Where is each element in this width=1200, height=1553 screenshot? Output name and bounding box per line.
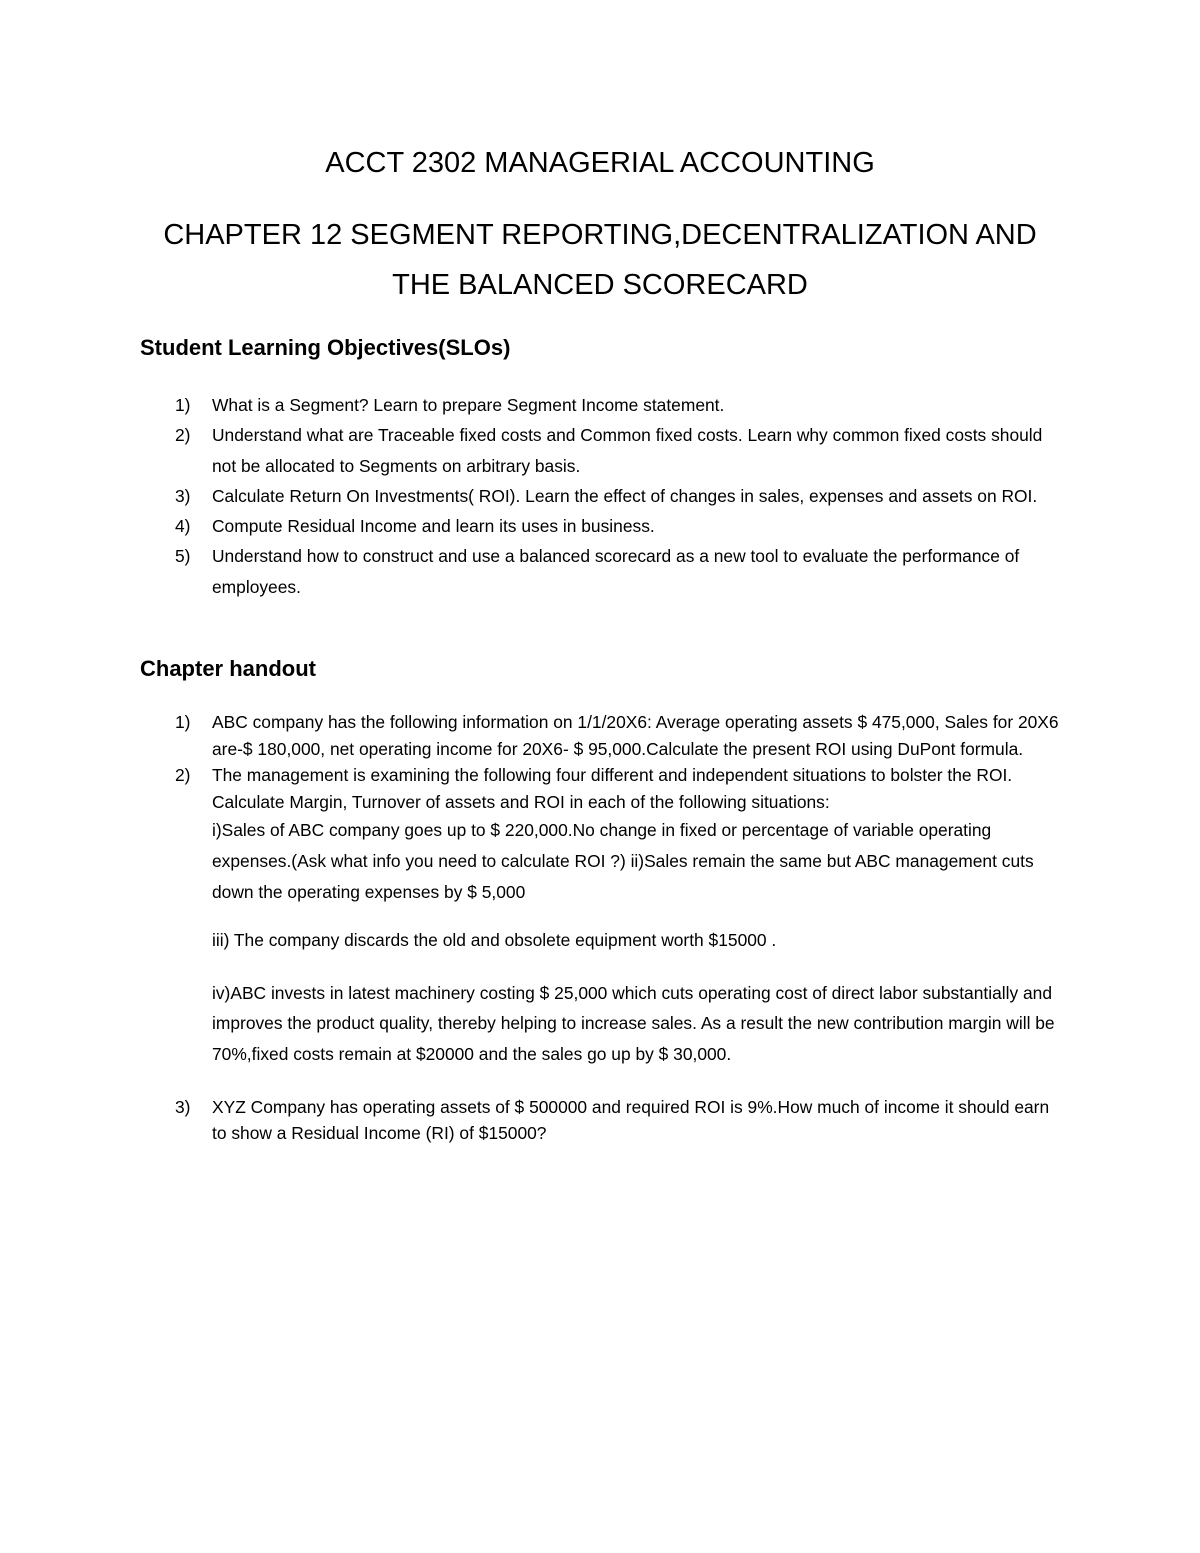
objective-text: Compute Residual Income and learn its uses in business. [212,516,655,537]
course-title: ACCT 2302 MANAGERIAL ACCOUNTING [325,147,875,179]
handout-question-3 [0,1094,1062,1147]
question-number: 2) [175,765,191,786]
objective-item [0,390,1062,420]
objective-item [0,541,1062,602]
handout-list [0,709,1200,1147]
question-text: ABC company has the following information on 1/1/20X6: Average operating assets $ 475,000, Sales for 20X6 are-$ 180,000, net operating income for 20X6- $ 95,000.Calculate the present ROI using DuPont formula. [212,712,1059,759]
chapter-title-line2: THE BALANCED SCORECARD [392,269,808,301]
question-part-i-ii: i)Sales of ABC company goes up to $ 220,000.No change in fixed or percentage of variable operating expenses.(Ask what info you need to calculate ROI ?) ii)Sales remain the same but ABC management cuts down the operating expenses by $ 5,000 [212,820,1034,902]
objective-number: 2) [175,425,191,446]
question-intro: The management is examining the following four different and independent situations to bolster the ROI. Calculate Margin, Turnover of assets and ROI in each of the following situations: [212,765,1013,812]
spacer [212,1070,1062,1094]
objective-number: 5) [175,546,191,567]
question-text: XYZ Company has operating assets of $ 500000 and required ROI is 9%.How much of income it should earn to show a Residual Income (RI) of $15000? [212,1096,1050,1144]
objective-number: 1) [175,395,191,415]
objectives-heading: Student Learning Objectives(SLOs) [140,335,511,360]
question-part-iv: iv)ABC invests in latest machinery costing $ 25,000 which cuts operating cost of direct labor substantially and improves the product quality, thereby helping to increase sales. As a result the new contribution margin will be 70%,fixed costs remain at $20000 and the sales go up by $ 30,000. [212,982,1055,1064]
objective-item [0,481,1062,511]
objective-item [0,511,1062,541]
objective-text: Calculate Return On Investments( ROI). Learn the effect of changes in sales, expenses and assets on ROI. [212,485,1038,506]
handout-heading: Chapter handout [140,656,316,681]
spacer [212,956,1062,978]
handout-question-2 [0,762,1062,1093]
chapter-title-line1: CHAPTER 12 SEGMENT REPORTING,DECENTRALIZATION AND [163,219,1037,251]
question-number: 1) [175,712,191,732]
objectives-list [0,390,1200,602]
question-number: 3) [175,1096,191,1117]
objective-number: 3) [175,485,191,506]
question-part-iii: iii) The company discards the old and obsolete equipment worth $15000 . [212,930,777,951]
spacer [212,907,1062,925]
objective-item [0,420,1062,481]
objective-text: What is a Segment? Learn to prepare Segment Income statement. [212,395,725,415]
handout-question-1 [0,709,1062,762]
objective-number: 4) [175,516,191,537]
objective-text: Understand how to construct and use a balanced scorecard as a new tool to evaluate the performance of employees. [212,546,1020,597]
objective-text: Understand what are Traceable fixed costs and Common fixed costs. Learn why common fixed costs should not be allocated to Segments on arbitrary basis. [212,425,1043,476]
